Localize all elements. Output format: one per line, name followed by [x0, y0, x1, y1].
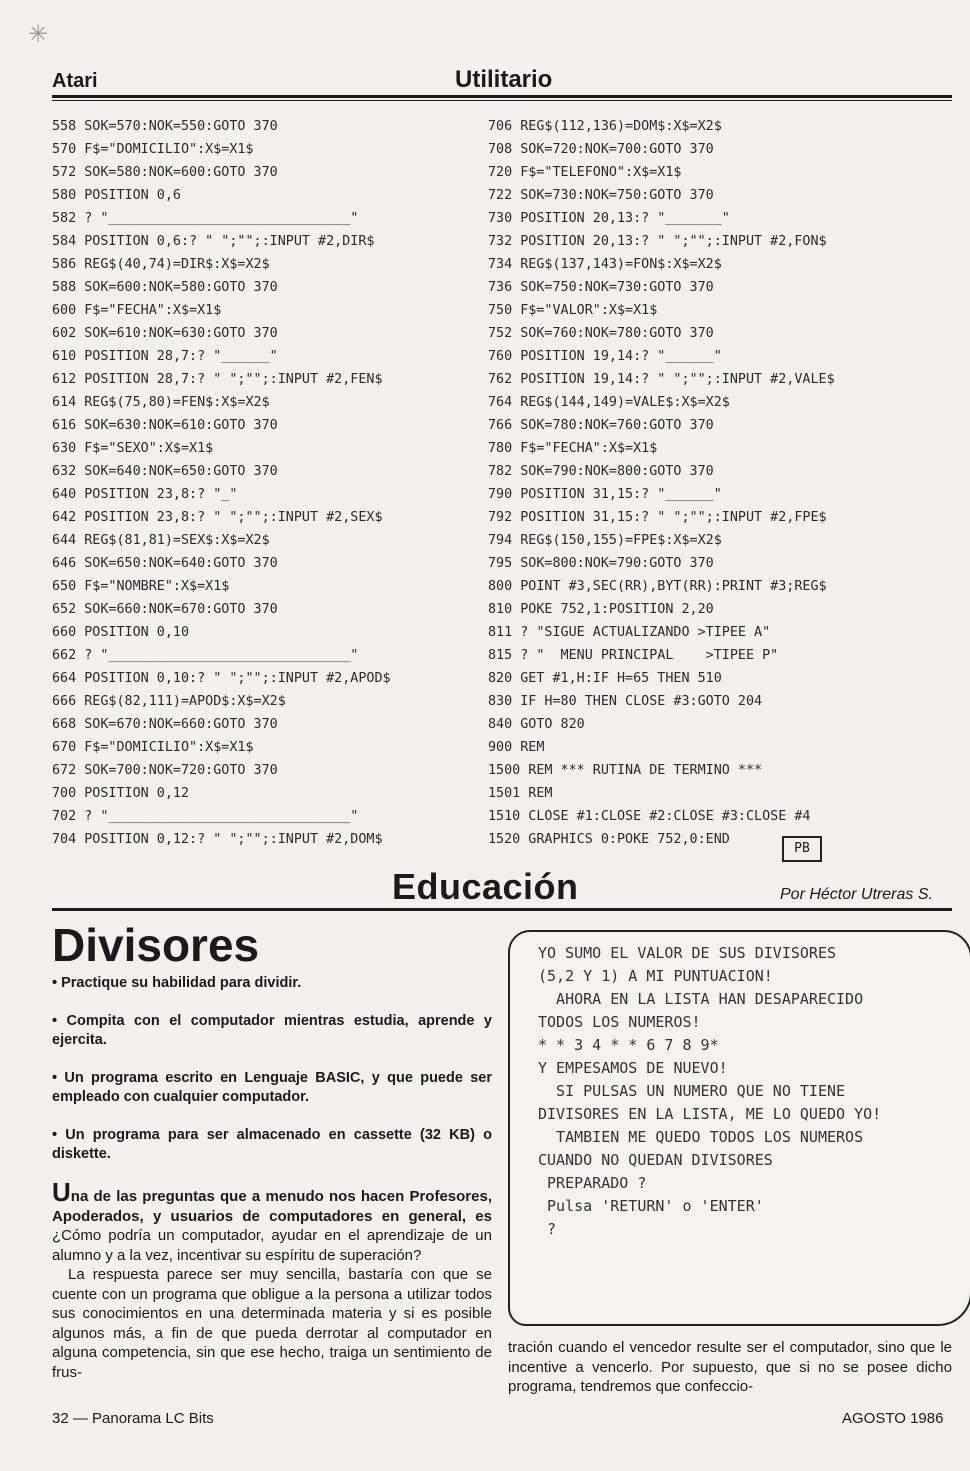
code-line: 662 ? "______________________________": [52, 648, 359, 663]
code-line: 840 GOTO 820: [488, 717, 585, 732]
screen-line: PREPARADO ?: [538, 1174, 647, 1192]
header-left: Atari: [52, 70, 98, 92]
code-line: 794 REG$(150,155)=FPE$:X$=X2$: [488, 533, 722, 548]
code-line: 722 SOK=730:NOK=750:GOTO 370: [488, 188, 714, 203]
code-line: 644 REG$(81,81)=SEX$:X$=X2$: [52, 533, 270, 548]
code-line: 706 REG$(112,136)=DOM$:X$=X2$: [488, 119, 722, 134]
code-line: 588 SOK=600:NOK=580:GOTO 370: [52, 280, 278, 295]
code-line: 672 SOK=700:NOK=720:GOTO 370: [52, 763, 278, 778]
article-title: Divisores: [52, 919, 260, 971]
code-line: 570 F$="DOMICILIO":X$=X1$: [52, 142, 254, 157]
corner-mark: ✳: [28, 21, 49, 48]
code-line: 811 ? "SIGUE ACTUALIZANDO >TIPEE A": [488, 625, 771, 640]
screen-line: DIVISORES EN LA LISTA, ME LO QUEDO YO!: [538, 1105, 882, 1123]
screen-output-text: [538, 942, 881, 1241]
code-line: 1520 GRAPHICS 0:POKE 752,0:END: [488, 832, 730, 847]
code-line: 736 SOK=750:NOK=730:GOTO 370: [488, 280, 714, 295]
footer-date: AGOSTO 1986: [842, 1410, 944, 1427]
screen-line: AHORA EN LA LISTA HAN DESAPARECIDO: [538, 990, 864, 1008]
screen-line: * * 3 4 * * 6 7 8 9*: [538, 1036, 719, 1054]
code-line: 782 SOK=790:NOK=800:GOTO 370: [488, 464, 714, 479]
article-body: [52, 1177, 492, 1382]
code-line: 750 F$="VALOR":X$=X1$: [488, 303, 658, 318]
code-line: 700 POSITION 0,12: [52, 786, 190, 801]
code-line: 646 SOK=650:NOK=640:GOTO 370: [52, 556, 278, 571]
code-line: 820 GET #1,H:IF H=65 THEN 510: [488, 671, 722, 686]
code-line: 600 F$="FECHA":X$=X1$: [52, 303, 222, 318]
section-rule: [52, 908, 952, 911]
screen-line: TAMBIEN ME QUEDO TODOS LOS NUMEROS: [538, 1128, 864, 1146]
code-line: 612 POSITION 28,7:? " ";"";:INPUT #2,FEN$: [52, 372, 383, 387]
bullet-list: [52, 974, 492, 1183]
code-line: 642 POSITION 23,8:? " ";"";:INPUT #2,SEX$: [52, 510, 383, 525]
screen-line: Pulsa 'RETURN' o 'ENTER': [538, 1197, 764, 1215]
code-line: 815 ? " MENU PRINCIPAL >TIPEE P": [488, 648, 779, 663]
code-line: 766 SOK=780:NOK=760:GOTO 370: [488, 418, 714, 433]
bullet-item: • Un programa para ser almacenado en cassette (32 KB) o diskette.: [52, 1127, 492, 1162]
screen-line: Y EMPESAMOS DE NUEVO!: [538, 1059, 728, 1077]
code-line: 762 POSITION 19,14:? " ";"";:INPUT #2,VALE$: [488, 372, 835, 387]
code-line: 1500 REM *** RUTINA DE TERMINO ***: [488, 763, 763, 778]
code-line: 558 SOK=570:NOK=550:GOTO 370: [52, 119, 278, 134]
code-line: 1510 CLOSE #1:CLOSE #2:CLOSE #3:CLOSE #4: [488, 809, 811, 824]
code-line: 650 F$="NOMBRE":X$=X1$: [52, 579, 230, 594]
article-continuation: tración cuando el vencedor resulte ser el computador, sino que le incentive a vencerlo. Por supuesto, que si no se posee dicho programa, tendremos que confeccio-: [508, 1339, 952, 1395]
code-line: 616 SOK=630:NOK=610:GOTO 370: [52, 418, 278, 433]
code-line: 730 POSITION 20,13:? "_______": [488, 211, 730, 226]
code-line: 580 POSITION 0,6: [52, 188, 181, 203]
code-listing-left: [52, 115, 391, 851]
code-listing-right: [488, 115, 835, 851]
code-line: 586 REG$(40,74)=DIR$:X$=X2$: [52, 257, 270, 272]
code-line: 630 F$="SEXO":X$=X1$: [52, 441, 214, 456]
code-line: 790 POSITION 31,15:? "______": [488, 487, 722, 502]
code-line: 792 POSITION 31,15:? " ";"";:INPUT #2,FPE$: [488, 510, 827, 525]
code-line: 584 POSITION 0,6:? " ";"";:INPUT #2,DIR$: [52, 234, 375, 249]
code-line: 602 SOK=610:NOK=630:GOTO 370: [52, 326, 278, 341]
header-center: Utilitario: [455, 66, 553, 93]
screen-line: (5,2 Y 1) A MI PUNTUACION!: [538, 967, 773, 985]
screen-line: CUANDO NO QUEDAN DIVISORES: [538, 1151, 773, 1169]
code-line: 704 POSITION 0,12:? " ";"";:INPUT #2,DOM$: [52, 832, 383, 847]
code-line: 760 POSITION 19,14:? "______": [488, 349, 722, 364]
screen-line: TODOS LOS NUMEROS!: [538, 1013, 701, 1031]
code-line: 660 POSITION 0,10: [52, 625, 190, 640]
paragraph-1: [52, 1177, 492, 1265]
header-rule: [52, 95, 952, 98]
code-line: 720 F$="TELEFONO":X$=X1$: [488, 165, 682, 180]
code-line: 666 REG$(82,111)=APOD$:X$=X2$: [52, 694, 286, 709]
code-line: 752 SOK=760:NOK=780:GOTO 370: [488, 326, 714, 341]
lead-in: na de las preguntas que a menudo nos hacen Profesores, Apoderados, y usuarios de computadores en general, es: [52, 1188, 492, 1225]
paragraph-1-rest: ¿Cómo podría un computador, ayudar en el aprendizaje de un alumno y a la vez, incentivar su espíritu de superación?: [52, 1227, 492, 1264]
drop-cap: U: [52, 1177, 71, 1207]
code-line: 572 SOK=580:NOK=600:GOTO 370: [52, 165, 278, 180]
paragraph-2: La respuesta parece ser muy sencilla, bastaría con que se cuente con un programa que obligue a la persona a utilizar todos sus conocimientos en una determinada materia y si es posible algunos más, a fin de que pueda derrotar al computador en alguna competencia, sin que ese hecho, traiga un sentimiento de frus-: [52, 1266, 492, 1381]
footer-page: 32 — Panorama LC Bits: [52, 1410, 214, 1427]
section-title: Educación: [392, 866, 579, 907]
bullet-item: • Practique su habilidad para dividir.: [52, 975, 302, 991]
screen-line: YO SUMO EL VALOR DE SUS DIVISORES: [538, 944, 837, 962]
code-line: 732 POSITION 20,13:? " ";"";:INPUT #2,FON$: [488, 234, 827, 249]
screen-line: ?: [538, 1220, 557, 1238]
code-line: 664 POSITION 0,10:? " ";"";:INPUT #2,APOD$: [52, 671, 391, 686]
code-line: 652 SOK=660:NOK=670:GOTO 370: [52, 602, 278, 617]
code-line: 610 POSITION 28,7:? "______": [52, 349, 278, 364]
screen-output-box: [508, 930, 970, 1326]
code-line: 670 F$="DOMICILIO":X$=X1$: [52, 740, 254, 755]
code-line: 702 ? "______________________________": [52, 809, 359, 824]
code-line: 830 IF H=80 THEN CLOSE #3:GOTO 204: [488, 694, 763, 709]
code-line: 1501 REM: [488, 786, 553, 801]
end-badge: PB: [782, 836, 822, 862]
bullet-item: • Compita con el computador mientras estudia, aprende y ejercita.: [52, 1013, 492, 1048]
screen-line: SI PULSAS UN NUMERO QUE NO TIENE: [538, 1082, 846, 1100]
bullet-item: • Un programa escrito en Lenguaje BASIC, y que puede ser empleado con cualquier computador.: [52, 1070, 492, 1105]
code-line: 734 REG$(137,143)=FON$:X$=X2$: [488, 257, 722, 272]
code-line: 764 REG$(144,149)=VALE$:X$=X2$: [488, 395, 730, 410]
code-line: 614 REG$(75,80)=FEN$:X$=X2$: [52, 395, 270, 410]
header-rule-thin: [52, 100, 952, 101]
code-line: 795 SOK=800:NOK=790:GOTO 370: [488, 556, 714, 571]
code-line: 900 REM: [488, 740, 545, 755]
code-line: 810 POKE 752,1:POSITION 2,20: [488, 602, 714, 617]
code-line: 708 SOK=720:NOK=700:GOTO 370: [488, 142, 714, 157]
code-line: 800 POINT #3,SEC(RR),BYT(RR):PRINT #3;REG$: [488, 579, 827, 594]
byline: Por Héctor Utreras S.: [780, 886, 933, 903]
code-line: 632 SOK=640:NOK=650:GOTO 370: [52, 464, 278, 479]
code-line: 780 F$="FECHA":X$=X1$: [488, 441, 658, 456]
code-line: 582 ? "______________________________": [52, 211, 359, 226]
code-line: 640 POSITION 23,8:? "_": [52, 487, 238, 502]
code-line: 668 SOK=670:NOK=660:GOTO 370: [52, 717, 278, 732]
